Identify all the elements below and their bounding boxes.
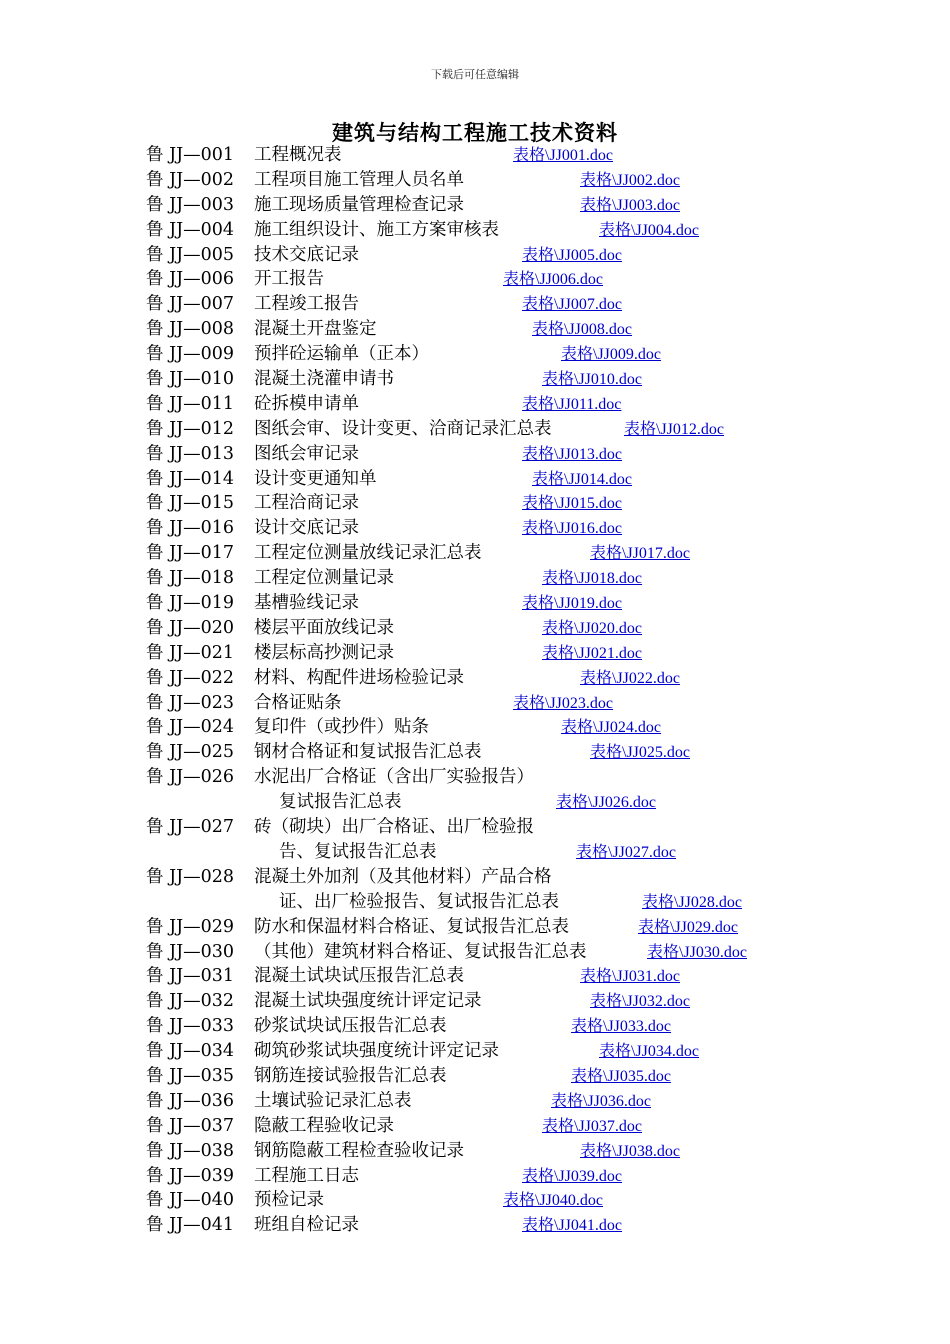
list-item: [146, 865, 866, 890]
list-item: [146, 691, 866, 716]
form-doc-link[interactable]: 表格\JJ001.doc: [513, 147, 614, 164]
form-name: 合格证贴条: [254, 692, 342, 713]
form-name: 混凝土试块试压报告汇总表: [254, 966, 464, 987]
form-code: 鲁 JJ—021: [146, 642, 234, 663]
form-doc-link[interactable]: 表格\JJ012.doc: [624, 420, 725, 438]
list-item: [146, 840, 866, 865]
form-name: （其他）建筑材料合格证、复试报告汇总表: [254, 941, 587, 962]
form-name: 隐蔽工程验收记录: [254, 1115, 394, 1136]
form-name: 楼层标高抄测记录: [254, 642, 394, 663]
form-code: 鲁 JJ—023: [146, 692, 234, 713]
list-item: [146, 1089, 866, 1114]
form-name: 楼层平面放线记录: [254, 617, 394, 638]
form-index-list: [146, 143, 866, 1238]
list-item: [146, 1064, 866, 1089]
list-item: [146, 1213, 866, 1238]
form-doc-link[interactable]: 表格\JJ034.doc: [599, 1043, 700, 1061]
form-doc-link[interactable]: 表格\JJ038.doc: [580, 1142, 681, 1160]
form-code: 鲁 JJ—025: [146, 742, 234, 763]
list-item: [146, 442, 866, 467]
list-item: [146, 516, 866, 541]
form-code: 鲁 JJ—007: [146, 294, 234, 315]
list-item: [146, 267, 866, 292]
form-doc-link[interactable]: 表格\JJ040.doc: [503, 1192, 604, 1210]
form-code: 鲁 JJ—005: [146, 244, 234, 265]
form-doc-link[interactable]: 表格\JJ031.doc: [580, 968, 681, 986]
list-item: [146, 591, 866, 616]
form-code: 鲁 JJ—028: [146, 866, 234, 887]
form-doc-link[interactable]: 表格\JJ041.doc: [522, 1217, 623, 1235]
form-doc-link[interactable]: 表格\JJ027.doc: [576, 843, 677, 861]
list-item: [146, 815, 866, 840]
form-name: 砂浆试块试压报告汇总表: [254, 1016, 447, 1037]
form-code: 鲁 JJ—011: [146, 393, 234, 414]
list-item: [146, 765, 866, 790]
form-name: 设计变更通知单: [254, 468, 377, 489]
list-item: [146, 940, 866, 965]
form-name: 材料、构配件进场检验记录: [254, 667, 464, 688]
form-code: 鲁 JJ—020: [146, 617, 234, 638]
form-name: 混凝土开盘鉴定: [254, 319, 377, 340]
list-item: [146, 715, 866, 740]
list-item: [146, 243, 866, 268]
form-name: 砌筑砂浆试块强度统计评定记录: [254, 1041, 499, 1062]
form-doc-link[interactable]: 表格\JJ032.doc: [590, 993, 691, 1011]
form-doc-link[interactable]: 表格\JJ021.doc: [542, 644, 643, 662]
form-doc-link[interactable]: 表格\JJ014.doc: [532, 470, 633, 488]
form-code: 鲁 JJ—027: [146, 817, 234, 838]
form-doc-link[interactable]: 表格\JJ006.doc: [503, 271, 604, 289]
form-code: 鲁 JJ—030: [146, 941, 234, 962]
form-doc-link[interactable]: 表格\JJ009.doc: [561, 346, 662, 364]
form-doc-link[interactable]: 表格\JJ005.doc: [522, 246, 623, 264]
form-code: 鲁 JJ—019: [146, 593, 234, 614]
form-doc-link[interactable]: 表格\JJ035.doc: [571, 1067, 672, 1085]
form-doc-link[interactable]: 表格\JJ013.doc: [522, 445, 623, 463]
form-doc-link[interactable]: 表格\JJ037.doc: [542, 1117, 643, 1135]
form-doc-link[interactable]: 表格\JJ019.doc: [522, 595, 623, 613]
form-code: 鲁 JJ—017: [146, 543, 234, 564]
form-code: 鲁 JJ—010: [146, 369, 234, 390]
list-item: [146, 417, 866, 442]
list-item: [146, 143, 866, 168]
form-name: 砼拆模申请单: [254, 393, 359, 414]
list-item: [146, 566, 866, 591]
form-doc-link[interactable]: 表格\JJ016.doc: [522, 520, 623, 538]
form-code: 鲁 JJ—008: [146, 319, 234, 340]
form-name: 工程定位测量记录: [254, 568, 394, 589]
form-name: 图纸会审、设计变更、洽商记录汇总表: [254, 418, 552, 439]
form-name: 开工报告: [254, 269, 324, 290]
form-code: 鲁 JJ—037: [146, 1115, 234, 1136]
form-code: 鲁 JJ—003: [146, 194, 234, 215]
list-item: [146, 193, 866, 218]
list-item: [146, 1188, 866, 1213]
form-name: 复试报告汇总表: [279, 792, 402, 813]
list-item: [146, 317, 866, 342]
form-name: 工程概况表: [254, 145, 342, 165]
form-doc-link[interactable]: 表格\JJ022.doc: [580, 669, 681, 687]
form-code: 鲁 JJ—001: [146, 145, 234, 165]
form-name: 水泥出厂合格证（含出厂实验报告）: [254, 767, 534, 788]
form-code: 鲁 JJ—041: [146, 1215, 234, 1236]
list-item: [146, 1014, 866, 1039]
list-item: [146, 292, 866, 317]
form-doc-link[interactable]: 表格\JJ017.doc: [590, 545, 691, 563]
list-item: [146, 790, 866, 815]
list-item: [146, 740, 866, 765]
list-item: [146, 392, 866, 417]
form-doc-link[interactable]: 表格\JJ024.doc: [561, 719, 662, 737]
list-item: [146, 491, 866, 516]
form-name: 预检记录: [254, 1190, 324, 1211]
list-item: [146, 989, 866, 1014]
form-doc-link[interactable]: 表格\JJ023.doc: [513, 694, 614, 712]
form-code: 鲁 JJ—034: [146, 1041, 234, 1062]
form-name: 防水和保温材料合格证、复试报告汇总表: [254, 916, 569, 937]
form-name: 钢筋隐蔽工程检查验收记录: [254, 1140, 464, 1161]
form-name: 施工组织设计、施工方案审核表: [254, 219, 499, 240]
form-name: 混凝土试块强度统计评定记录: [254, 991, 482, 1012]
form-code: 鲁 JJ—032: [146, 991, 234, 1012]
list-item: [146, 1139, 866, 1164]
form-doc-link[interactable]: 表格\JJ028.doc: [642, 893, 743, 911]
form-code: 鲁 JJ—039: [146, 1165, 234, 1186]
form-code: 鲁 JJ—012: [146, 418, 234, 439]
list-item: [146, 1164, 866, 1189]
form-doc-link[interactable]: 表格\JJ003.doc: [580, 196, 681, 214]
form-code: 鲁 JJ—026: [146, 767, 234, 788]
form-name: 混凝土浇灌申请书: [254, 369, 394, 390]
form-code: 鲁 JJ—009: [146, 344, 234, 365]
form-code: 鲁 JJ—006: [146, 269, 234, 290]
document-title: 建筑与结构工程施工技术资料: [332, 120, 618, 145]
form-name: 钢材合格证和复试报告汇总表: [254, 742, 482, 763]
form-name: 技术交底记录: [254, 244, 359, 265]
form-doc-link[interactable]: 表格\JJ039.doc: [522, 1167, 623, 1185]
form-code: 鲁 JJ—018: [146, 568, 234, 589]
form-code: 鲁 JJ—014: [146, 468, 234, 489]
form-doc-link[interactable]: 表格\JJ029.doc: [638, 918, 739, 936]
list-item: [146, 1114, 866, 1139]
list-item: [146, 1039, 866, 1064]
form-code: 鲁 JJ—035: [146, 1065, 234, 1086]
form-doc-link[interactable]: 表格\JJ015.doc: [522, 495, 623, 513]
form-doc-link[interactable]: 表格\JJ008.doc: [532, 321, 633, 339]
form-doc-link[interactable]: 表格\JJ030.doc: [647, 943, 748, 961]
header-note: 下载后可任意编辑: [431, 68, 519, 81]
form-code: 鲁 JJ—033: [146, 1016, 234, 1037]
list-item: [146, 541, 866, 566]
form-name: 工程项目施工管理人员名单: [254, 169, 464, 190]
list-item: [146, 218, 866, 243]
form-doc-link[interactable]: 表格\JJ026.doc: [556, 794, 657, 812]
form-code: 鲁 JJ—022: [146, 667, 234, 688]
form-name: 施工现场质量管理检查记录: [254, 194, 464, 215]
form-name: 告、复试报告汇总表: [279, 841, 437, 862]
form-code: 鲁 JJ—013: [146, 443, 234, 464]
form-doc-link[interactable]: 表格\JJ033.doc: [571, 1018, 672, 1036]
list-item: [146, 616, 866, 641]
form-name: 工程洽商记录: [254, 493, 359, 514]
form-code: 鲁 JJ—002: [146, 169, 234, 190]
form-name: 证、出厂检验报告、复试报告汇总表: [279, 891, 559, 912]
form-code: 鲁 JJ—004: [146, 219, 234, 240]
form-name: 钢筋连接试验报告汇总表: [254, 1065, 447, 1086]
form-code: 鲁 JJ—029: [146, 916, 234, 937]
form-name: 图纸会审记录: [254, 443, 359, 464]
list-item: [146, 342, 866, 367]
form-code: 鲁 JJ—024: [146, 717, 234, 738]
form-name: 预拌砼运输单（正本）: [254, 344, 429, 365]
list-item: [146, 367, 866, 392]
list-item: [146, 467, 866, 492]
form-name: 土壤试验记录汇总表: [254, 1090, 412, 1111]
form-code: 鲁 JJ—040: [146, 1190, 234, 1211]
form-doc-link[interactable]: 表格\JJ036.doc: [551, 1092, 652, 1110]
form-name: 工程定位测量放线记录汇总表: [254, 543, 482, 564]
form-name: 工程竣工报告: [254, 294, 359, 315]
form-code: 鲁 JJ—031: [146, 966, 234, 987]
form-code: 鲁 JJ—015: [146, 493, 234, 514]
list-item: [146, 168, 866, 193]
list-item: [146, 666, 866, 691]
form-name: 班组自检记录: [254, 1215, 359, 1236]
form-doc-link[interactable]: 表格\JJ002.doc: [580, 171, 681, 189]
form-doc-link[interactable]: 表格\JJ011.doc: [522, 395, 622, 413]
form-name: 基槽验线记录: [254, 593, 359, 614]
form-code: 鲁 JJ—016: [146, 518, 234, 539]
list-item: [146, 641, 866, 666]
form-code: 鲁 JJ—036: [146, 1090, 234, 1111]
form-name: 复印件（或抄件）贴条: [254, 717, 429, 738]
form-name: 砖（砌块）出厂合格证、出厂检验报: [254, 817, 534, 838]
form-name: 工程施工日志: [254, 1165, 359, 1186]
form-doc-link[interactable]: 表格\JJ025.doc: [590, 744, 691, 762]
form-doc-link[interactable]: 表格\JJ020.doc: [542, 619, 643, 637]
form-name: 设计交底记录: [254, 518, 359, 539]
list-item: [146, 964, 866, 989]
form-code: 鲁 JJ—038: [146, 1140, 234, 1161]
form-name: 混凝土外加剂（及其他材料）产品合格: [254, 866, 552, 887]
form-doc-link[interactable]: 表格\JJ018.doc: [542, 570, 643, 588]
list-item: [146, 890, 866, 915]
form-doc-link[interactable]: 表格\JJ004.doc: [599, 221, 700, 239]
list-item: [146, 915, 866, 940]
form-doc-link[interactable]: 表格\JJ007.doc: [522, 296, 623, 314]
form-doc-link[interactable]: 表格\JJ010.doc: [542, 371, 643, 389]
